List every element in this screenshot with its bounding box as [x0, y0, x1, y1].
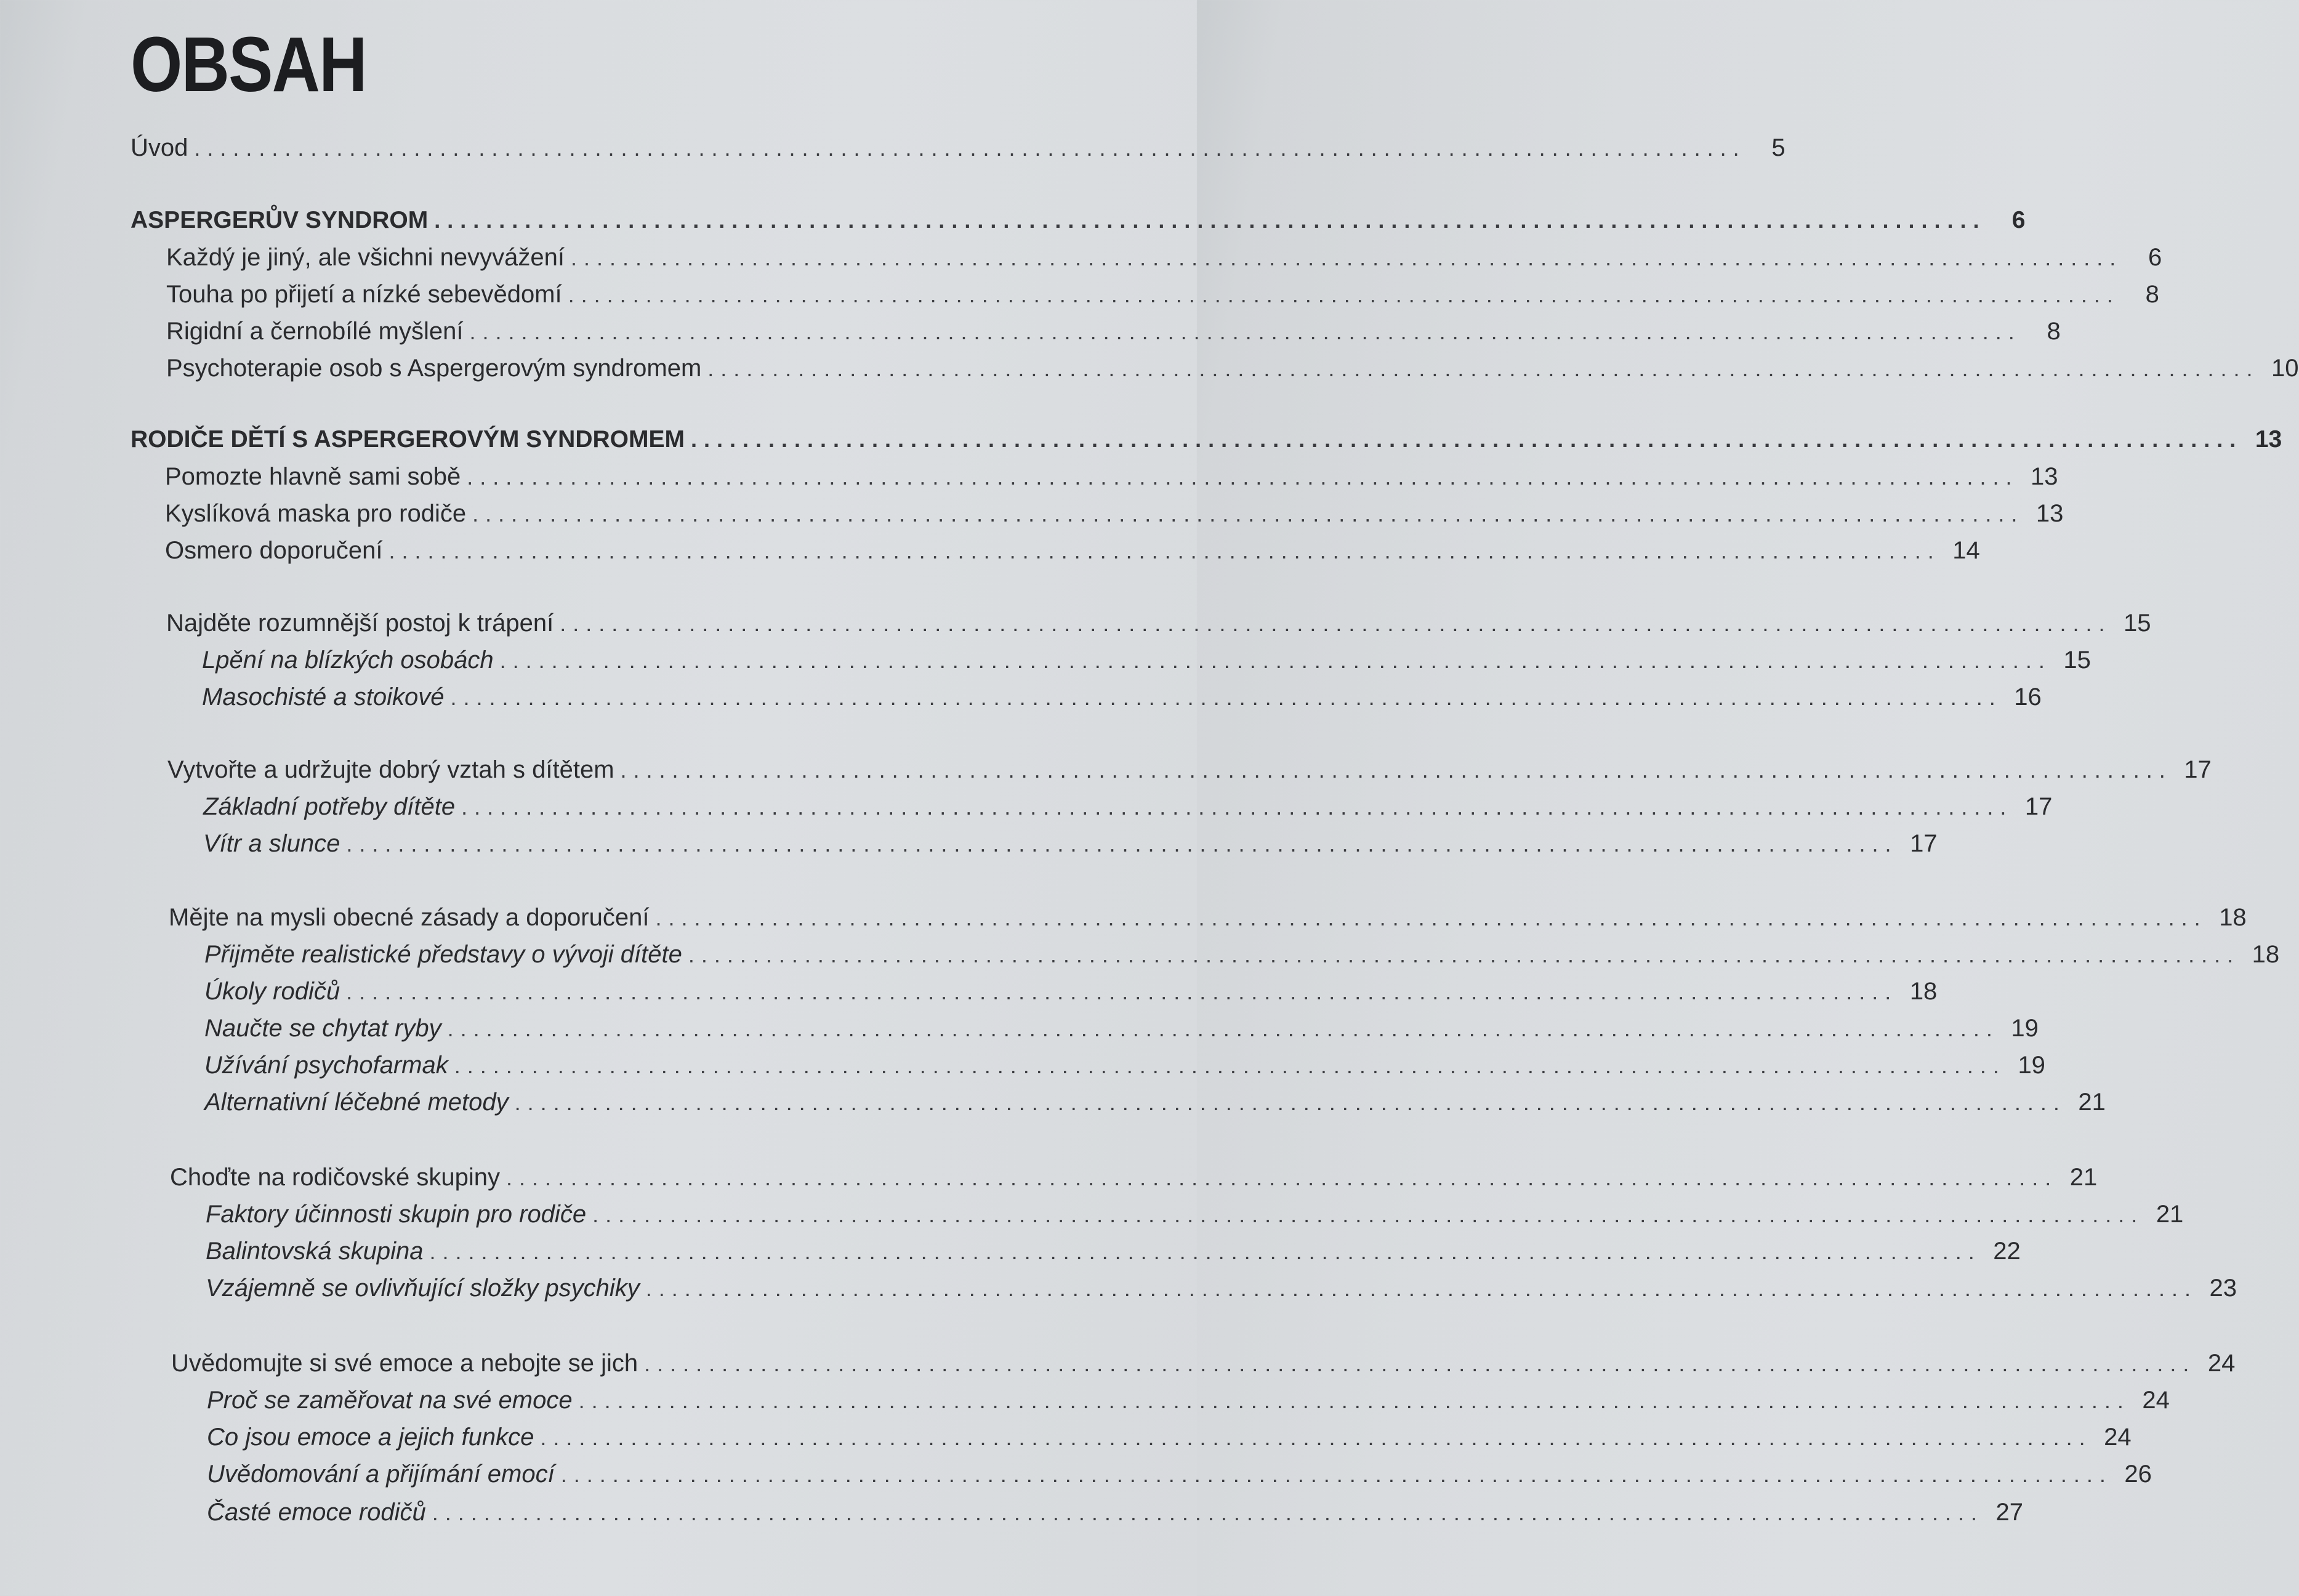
toc-entry-title: Vytvořte a udržujte dobrý vztah s dítětem — [167, 756, 614, 783]
toc-entry — [206, 1271, 2237, 1305]
toc-entry — [202, 643, 2091, 677]
toc-entry-title: Osmero doporučení — [165, 537, 383, 564]
toc-entry — [166, 314, 2061, 349]
toc-page-number: 14 — [1952, 537, 1980, 564]
toc-page-number: 19 — [2011, 1015, 2039, 1042]
dot-leader: ........................................................................................................................ — [429, 1239, 1981, 1264]
toc-entry — [207, 1457, 2152, 1491]
toc-entry-title: Kyslíková maska pro rodiče — [165, 500, 467, 527]
dot-leader: ........................................................................................................................ — [568, 282, 2120, 307]
toc-page-number: 16 — [2014, 683, 2042, 711]
dot-leader: ........................................................................................................................ — [514, 1090, 2066, 1115]
dot-leader: ........................................................................................................................ — [620, 757, 2172, 783]
toc-page-number: 13 — [2035, 500, 2064, 527]
toc-page-number: 15 — [2123, 610, 2151, 637]
toc-entry — [204, 974, 1938, 1009]
toc-entry-title: Vzájemně se ovlivňující složky psychiky — [206, 1275, 640, 1302]
toc-page-number: 26 — [2124, 1461, 2152, 1488]
toc-entry — [166, 351, 2299, 385]
toc-entry — [166, 606, 2151, 640]
dot-leader: ........................................................................................................................ — [194, 135, 1746, 161]
toc-entry-title: Uvědomování a přijímání emocí — [207, 1461, 555, 1488]
dot-leader: ........................................................................................................................ — [434, 208, 1986, 233]
toc-page-number: 24 — [2142, 1387, 2170, 1414]
dot-leader: ........................................................................................................................ — [469, 319, 2021, 344]
toc-entry-title: RODIČE DĚTÍ S ASPERGEROVÝM SYNDROMEM — [131, 426, 685, 453]
toc-page-number: 18 — [1909, 978, 1938, 1005]
dot-leader: ........................................................................................................................ — [461, 794, 2013, 820]
toc-section-heading — [131, 203, 2026, 238]
toc-page-number: 5 — [1771, 134, 1786, 161]
toc-entry-title: Alternativní léčebné metody — [204, 1089, 509, 1116]
toc-entry-title: Touha po přijetí a nízké sebevědomí — [166, 281, 562, 308]
dot-leader: ........................................................................................................................ — [560, 611, 2112, 636]
toc-entry — [206, 1234, 2021, 1268]
toc-entry-title: Základní potřeby dítěte — [203, 793, 456, 820]
dot-leader: ........................................................................................................................ — [688, 942, 2241, 967]
toc-entry — [165, 496, 2064, 531]
toc-page-number: 13 — [2031, 463, 2058, 490]
toc-page-number: 27 — [1995, 1499, 2023, 1526]
toc-entry-title: Choďte na rodičovské skupiny — [170, 1164, 500, 1191]
toc-entry — [169, 900, 2247, 935]
dot-leader: ........................................................................................................................ — [454, 1053, 2006, 1078]
toc-entry-title: Lpění na blízkých osobách — [202, 647, 494, 674]
dot-leader: ........................................................................................................................ — [450, 685, 2002, 710]
toc-page-number: 6 — [2148, 244, 2162, 271]
toc-section-heading — [131, 422, 2282, 457]
dot-leader: ........................................................................................................................ — [346, 979, 1898, 1004]
toc-entry — [207, 1383, 2170, 1417]
toc-entry — [204, 1011, 2039, 1046]
toc-page-number: 17 — [1910, 830, 1938, 857]
toc-entry — [203, 826, 1938, 861]
toc-entry — [170, 1160, 2098, 1195]
toc-entry — [165, 533, 1980, 568]
toc-page-number: 8 — [2145, 281, 2159, 308]
toc-entry-title: Úvod — [131, 134, 188, 161]
dot-leader: ........................................................................................................................ — [505, 1165, 2058, 1190]
toc-page-number: 22 — [1993, 1238, 2021, 1265]
toc-entry — [203, 789, 2053, 824]
toc-page-number: 18 — [2219, 904, 2247, 931]
dot-leader: ........................................................................................................................ — [691, 427, 2243, 452]
toc-entry — [207, 1420, 2132, 1454]
toc-page-number: 13 — [2255, 426, 2282, 453]
toc-entry — [202, 680, 2042, 714]
dot-leader: ........................................................................................................................ — [644, 1351, 2196, 1376]
toc-page-number: 18 — [2252, 941, 2280, 968]
toc-page-number: 19 — [2018, 1052, 2045, 1079]
toc-page-number: 15 — [2063, 647, 2091, 674]
toc-entry — [204, 1085, 2106, 1119]
toc-page-number: 23 — [2209, 1275, 2237, 1302]
toc-entry — [167, 752, 2212, 787]
toc-entry-title: Časté emoce rodičů — [207, 1499, 426, 1526]
toc-entry — [204, 1048, 2045, 1082]
dot-leader: ........................................................................................................................ — [499, 648, 2051, 673]
toc-entry — [165, 459, 2058, 494]
toc-entry — [166, 240, 2162, 275]
toc-page-number: 10 — [2271, 355, 2299, 382]
toc-entry-title: Najděte rozumnější postoj k trápení — [166, 610, 554, 637]
toc-entry-title: Užívání psychofarmak — [204, 1052, 448, 1079]
toc-page-number: 17 — [2024, 793, 2053, 820]
toc-entry — [171, 1346, 2236, 1380]
toc-entry — [206, 1197, 2184, 1231]
dot-leader: ........................................................................................................................ — [472, 501, 2024, 526]
dot-leader: ........................................................................................................................ — [467, 464, 2019, 490]
toc-entry-title: Uvědomujte si své emoce a nebojte se jich — [171, 1350, 638, 1377]
toc-page-number: 21 — [2069, 1164, 2098, 1191]
toc-page-number: 24 — [2104, 1424, 2132, 1451]
dot-leader: ........................................................................................................................ — [346, 831, 1898, 856]
toc-page-number: 24 — [2207, 1350, 2236, 1377]
toc-entry-title: Přijměte realistické představy o vývoji dítěte — [204, 941, 682, 968]
toc-entry-title: Co jsou emoce a jejich funkce — [207, 1424, 534, 1451]
toc-entry-title: Mějte na mysli obecné zásady a doporučení — [169, 904, 650, 931]
toc-page-number: 21 — [2078, 1089, 2106, 1116]
toc-entry-title: Faktory účinnosti skupin pro rodiče — [206, 1201, 587, 1228]
dot-leader: ........................................................................................................................ — [447, 1016, 1999, 1041]
toc-entry-title: Úkoly rodičů — [204, 978, 340, 1005]
dot-leader: ........................................................................................................................ — [645, 1276, 2197, 1301]
toc-entry-title: Proč se zaměřovat na své emoce — [207, 1387, 573, 1414]
toc-entry-title: Psychoterapie osob s Aspergerovým syndromem — [166, 355, 702, 382]
toc-entry-title: Každý je jiný, ale všichni nevyvážení — [166, 244, 565, 271]
toc-page-number: 6 — [2011, 207, 2026, 233]
toc-entry-title: Pomozte hlavně sami sobě — [165, 463, 461, 490]
toc-entry-title: Rigidní a černobílé myšlení — [166, 318, 464, 345]
dot-leader: ........................................................................................................................ — [560, 1462, 2112, 1487]
toc-entry — [131, 131, 1786, 165]
toc-entry — [204, 937, 2280, 972]
toc-entry — [166, 277, 2159, 312]
toc-entry-title: Naučte se chytat ryby — [204, 1015, 441, 1042]
toc-entry-title: Balintovská skupina — [206, 1238, 424, 1265]
dot-leader: ........................................................................................................................ — [592, 1202, 2144, 1227]
toc-entry — [207, 1495, 2023, 1530]
toc-entry-title: Masochisté a stoikové — [202, 683, 445, 711]
toc-page-number: 8 — [2047, 318, 2061, 345]
page-title: OBSAH — [131, 21, 366, 108]
dot-leader: ........................................................................................................................ — [540, 1425, 2092, 1450]
toc-page-number: 17 — [2184, 756, 2212, 783]
toc-page-number: 21 — [2156, 1201, 2184, 1228]
dot-leader: ........................................................................................................................ — [578, 1388, 2130, 1413]
dot-leader: ........................................................................................................................ — [571, 245, 2123, 270]
dot-leader: ........................................................................................................................ — [432, 1500, 1984, 1525]
toc-entry-title: Vítr a slunce — [203, 830, 340, 857]
dot-leader: ........................................................................................................................ — [655, 905, 2207, 930]
dot-leader: ........................................................................................................................ — [707, 356, 2260, 381]
toc-entry-title: ASPERGERŮV SYNDROM — [131, 207, 429, 233]
dot-leader: ........................................................................................................................ — [389, 538, 1941, 563]
